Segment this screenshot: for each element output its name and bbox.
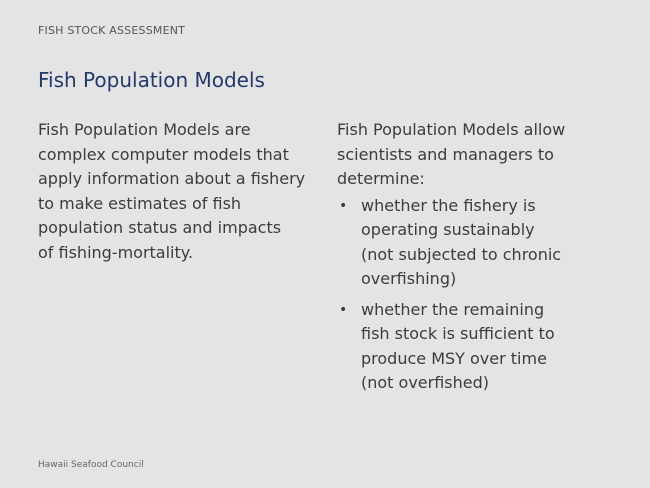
bullet-list	[337, 194, 627, 396]
left-paragraph: Fish Population Models are complex computer models that apply information about a fishery to make estimates of fish population status and impacts of fishing-mortality.	[38, 120, 306, 262]
left-column	[38, 118, 318, 265]
bullet-marker: •	[339, 301, 348, 318]
bullet-text: whether the fishery is operating sustainably (not subjected to chronic overfishing)	[361, 195, 562, 288]
bullet-item	[337, 194, 627, 292]
bullet-marker: •	[339, 197, 348, 214]
slide-title: Fish Population Models	[38, 68, 265, 92]
footer-credit: Hawaii Seafood Council	[38, 460, 144, 470]
right-intro-paragraph: Fish Population Models allow scientists and managers to determine:	[337, 120, 566, 188]
bullet-text: whether the remaining fish stock is sufficient to produce MSY over time (not overfished)	[361, 299, 555, 392]
right-column	[337, 118, 627, 402]
bullet-item	[337, 298, 627, 396]
section-header: FISH STOCK ASSESSMENT	[38, 24, 186, 37]
